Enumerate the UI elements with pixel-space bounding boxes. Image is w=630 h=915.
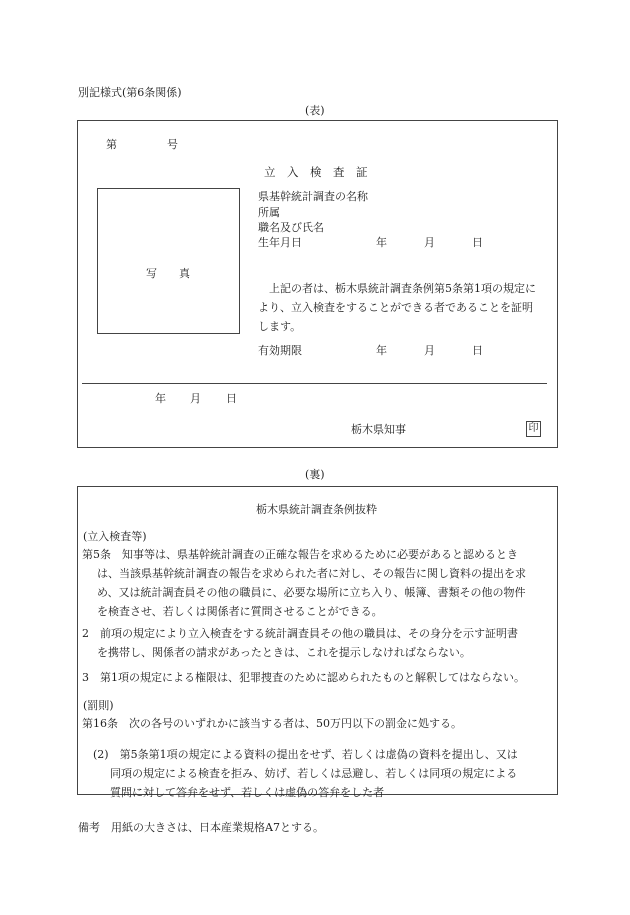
issue-day-label: 日 — [226, 392, 237, 405]
item2-line: (2) 第5条第1項の規定による資料の提出をせず、若しくは虚偽の資料を提出し、又は — [93, 748, 518, 761]
field-title-name: 職名及び氏名 — [258, 221, 324, 234]
issue-year-label: 年 — [155, 392, 166, 405]
back-title: 栃木県統計調査条例抜粋 — [256, 503, 377, 516]
field-birthdate: 生年月日 — [258, 236, 302, 249]
photo-label: 写 真 — [146, 267, 190, 280]
back-side-label: (裏) — [305, 468, 325, 481]
divider-line — [82, 383, 547, 384]
form-label: 別記様式(第6条関係) — [78, 86, 182, 99]
number-prefix: 第 — [106, 138, 117, 151]
birth-day-label: 日 — [472, 236, 483, 249]
issuer-name: 栃木県知事 — [351, 423, 406, 436]
certification-line: より、立入検査をすることができる者であることを証明 — [258, 301, 533, 314]
article5-paragraph2 — [82, 624, 557, 662]
article5-line: は、当該県基幹統計調査の報告を求められた者に対し、その報告に関し資料の提出を求 — [97, 567, 526, 580]
article5-line: 第5条 知事等は、県基幹統計調査の正確な報告を求めるために必要があると認めるとき — [82, 548, 518, 561]
card-title: 立 入 検 査 証 — [264, 165, 368, 179]
article5 — [82, 545, 557, 621]
article5-paragraph3: 3 第1項の規定による権限は、犯罪捜査のために認められたものと解釈してはならない。 — [82, 671, 525, 684]
validity-day-label: 日 — [472, 344, 483, 357]
certification-line: 上記の者は、栃木県統計調査条例第5条第1項の規定に — [258, 282, 536, 295]
article5-line: を検査させ、若しくは関係者に質問させることができる。 — [97, 605, 383, 618]
birth-year-label: 年 — [376, 236, 387, 249]
field-survey-name: 県基幹統計調査の名称 — [258, 190, 368, 203]
article16: 第16条 次の各号のいずれかに該当する者は、50万円以下の罰金に処する。 — [82, 717, 462, 730]
certification-line: します。 — [258, 320, 302, 333]
section1-heading: (立入検査等) — [83, 530, 147, 543]
birth-month-label: 月 — [424, 236, 435, 249]
certification-text — [258, 279, 536, 336]
section2-heading: (罰則) — [83, 699, 114, 712]
seal-mark: 印 — [526, 421, 541, 437]
paragraph2-line: を携帯し、関係者の請求があったときは、これを提示しなければならない。 — [97, 646, 471, 659]
validity-label: 有効期限 — [258, 344, 302, 357]
item2-line: 質問に対して答弁をせず、若しくは虚偽の答弁をした者 — [110, 786, 385, 799]
article5-line: め、又は統計調査員その他の職員に、必要な場所に立ち入り、帳簿、書類その他の物件 — [97, 586, 526, 599]
photo-box — [97, 188, 240, 334]
remarks: 備考 用紙の大きさは、日本産業規格A7とする。 — [78, 821, 324, 834]
field-affiliation: 所属 — [258, 206, 280, 219]
item2-line: 同項の規定による検査を拒み、妨げ、若しくは忌避し、若しくは同項の規定による — [110, 767, 518, 780]
validity-year-label: 年 — [376, 344, 387, 357]
front-side-label: (表) — [305, 104, 325, 117]
article16-item2 — [93, 745, 553, 802]
validity-month-label: 月 — [424, 344, 435, 357]
issue-month-label: 月 — [190, 392, 201, 405]
number-suffix: 号 — [167, 138, 178, 151]
paragraph2-line: 2 前項の規定により立入検査をする統計調査員その他の職員は、その身分を示す証明書 — [82, 627, 518, 640]
